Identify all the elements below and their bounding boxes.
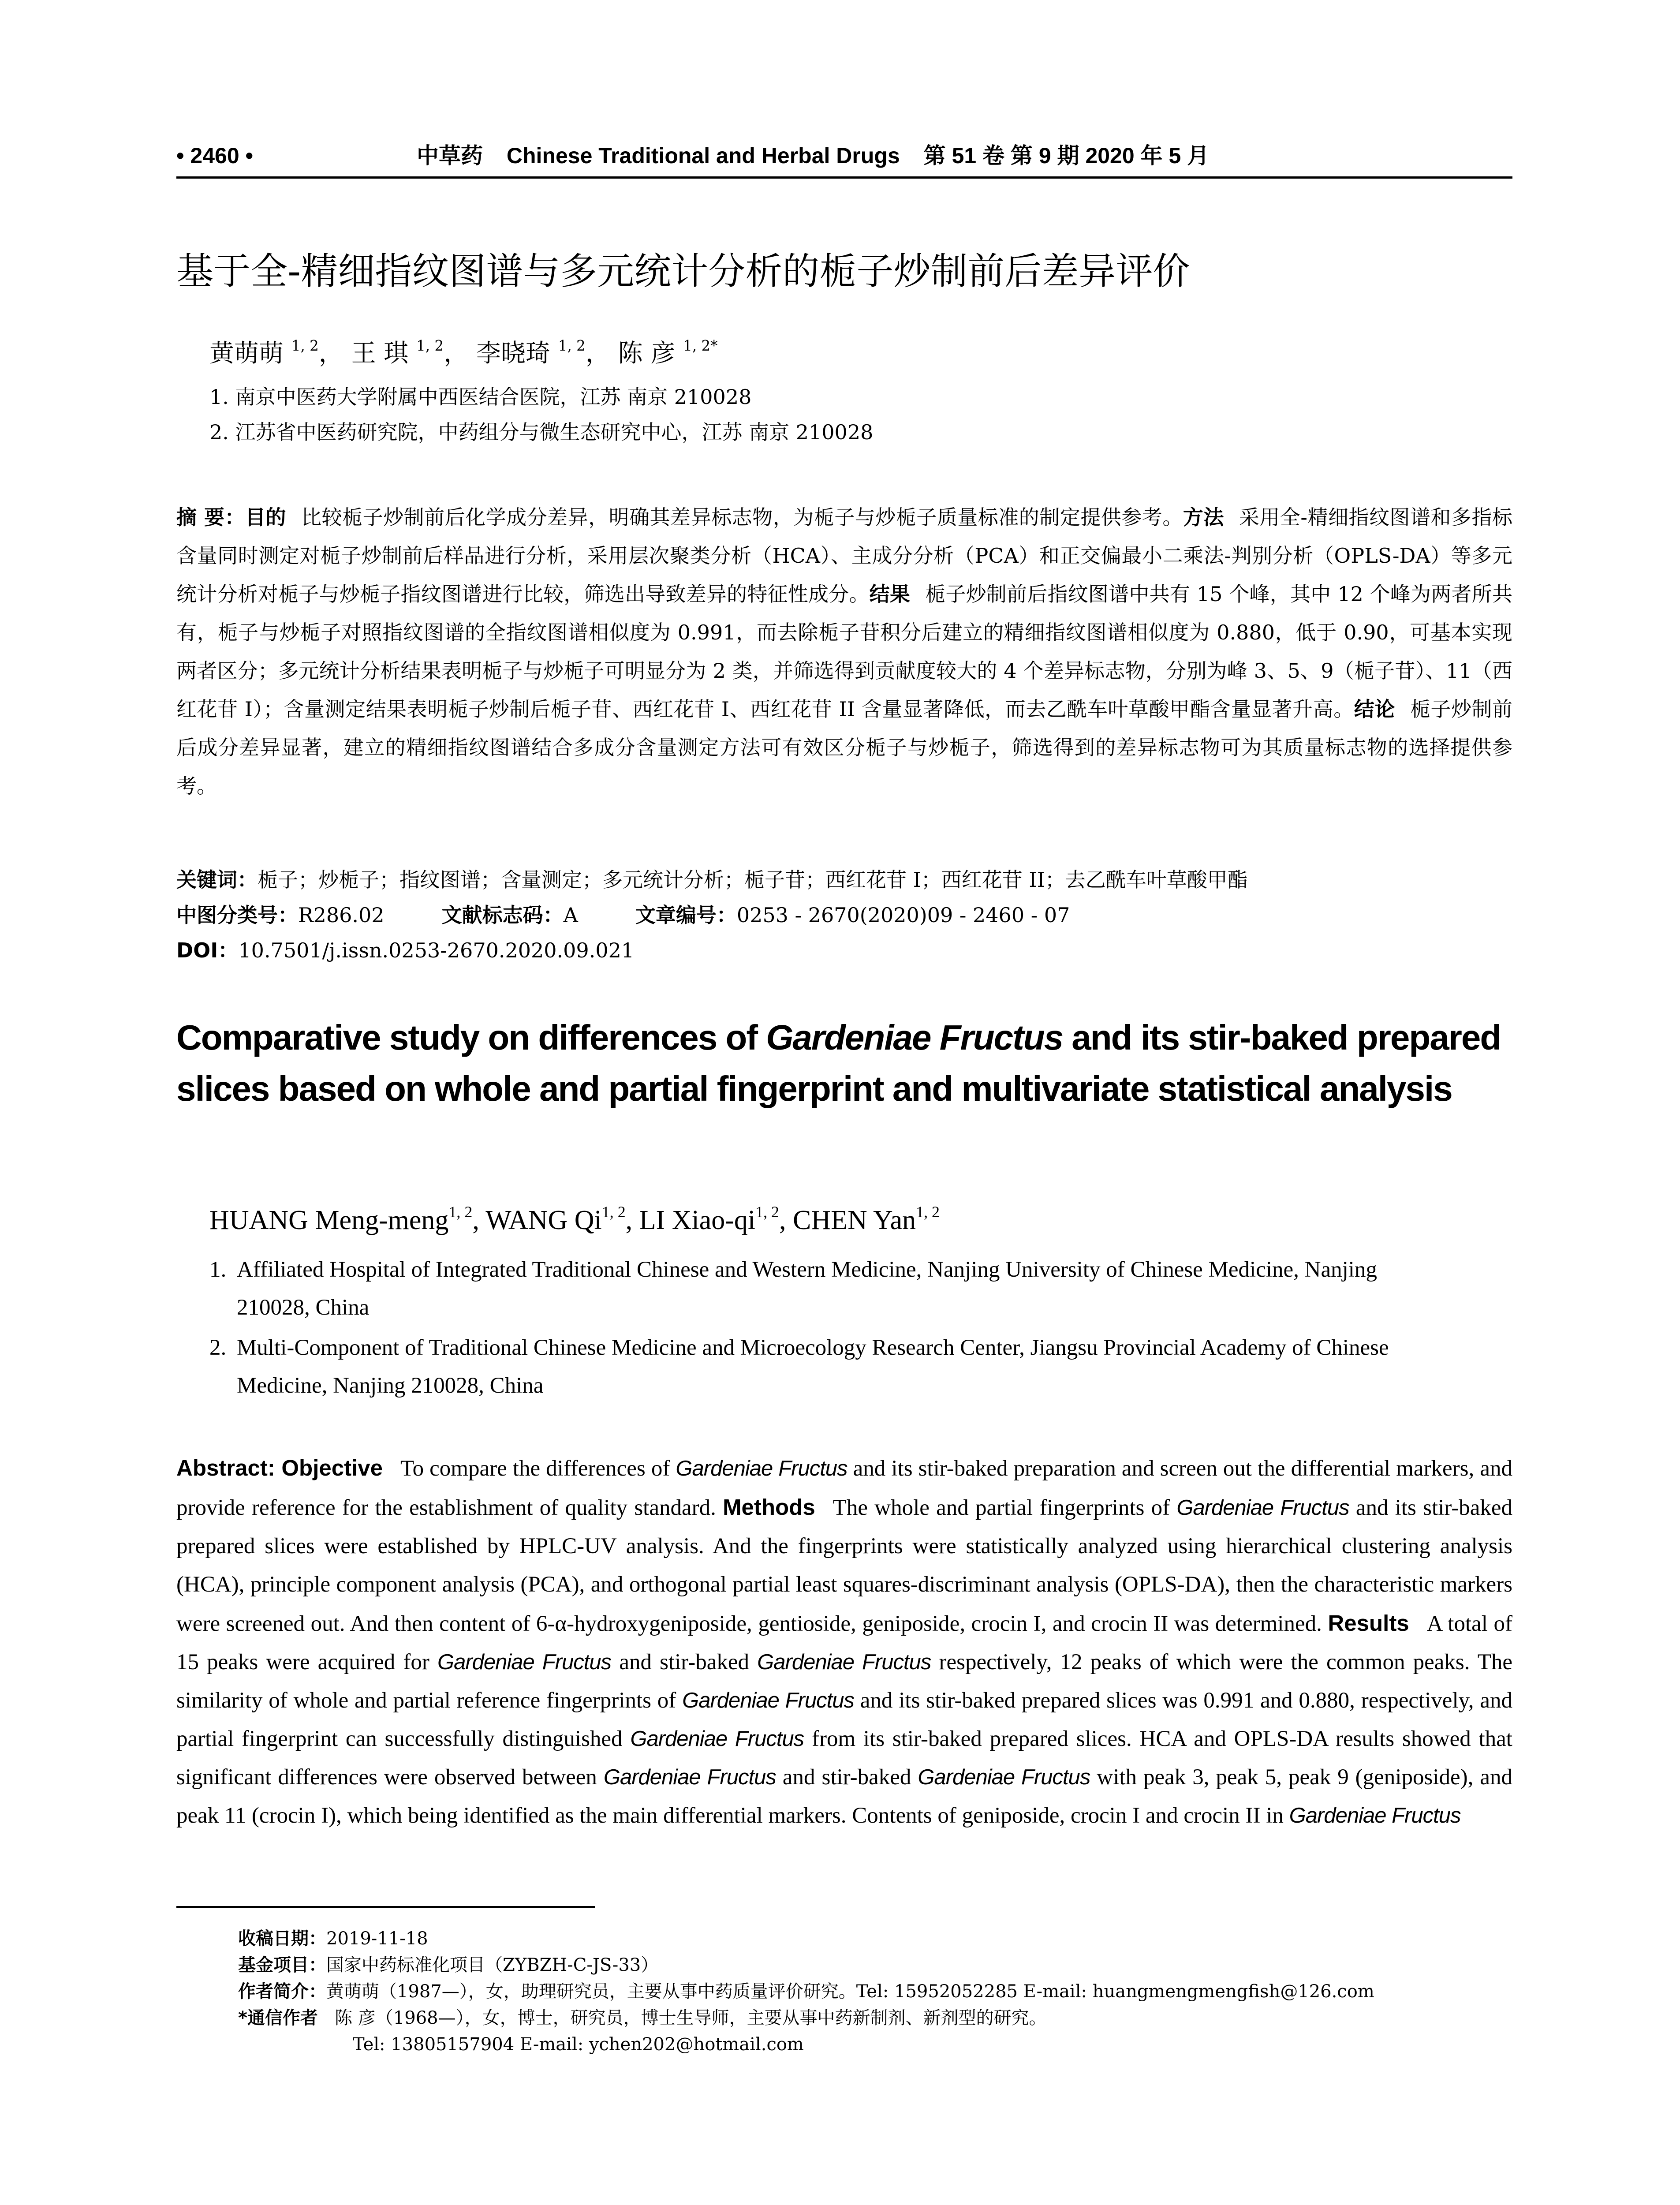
species-name: Gardeniae Fructus [682, 1689, 854, 1712]
abstract-label: 摘 要： [176, 505, 246, 529]
results-label-en: Results [1328, 1611, 1409, 1636]
clc-label: 中图分类号： [176, 903, 298, 927]
conclusion-label: 结论 [1354, 697, 1395, 721]
doi-label: DOI： [176, 938, 239, 962]
author-cn: 李晓琦 $^{1, 2}$ [476, 337, 586, 368]
species-name: Gardeniae Fructus [918, 1765, 1090, 1789]
page-number: • 2460 • [176, 143, 254, 168]
species-name: Gardeniae Fructus [757, 1650, 931, 1674]
author-list-en: HUANG Meng-meng$^{1, 2}$, WANG Qi$^{1, 2}$, LI Xiao-qi$^{1, 2}$, CHEN Yan$^{1, 2}$ [209, 1203, 940, 1235]
author-list-cn: 黄萌萌 $^{1, 2}$， 王 琪 $^{1, 2}$， 李晓琦 $^{1, 2}$， 陈 彦 $^{1, 2*}$ [209, 337, 718, 368]
abstract-run: respectively, 12 peaks of which were the common peaks. The similarity of whole and partial reference fingerprints of [176, 1650, 1512, 1713]
species-name: Gardeniae Fructus [630, 1727, 804, 1751]
doc-code-label: 文献标志码： [441, 903, 564, 927]
footnote-author: 作者简介：黄萌萌（1987—），女，助理研究员，主要从事中药质量评价研究。Tel: 15952052285 E-mail: huangmengmengfish@126.com [238, 1981, 1374, 2002]
article-number-label: 文章编号： [635, 903, 737, 927]
species-name: Gardeniae Fructus [603, 1765, 776, 1789]
article-title-en: Comparative study on differences of Gardeniae Fructus and its stir-baked prepared slices based on whole and partial fingerprint and multivariate statistical analysis [176, 1018, 1501, 1108]
running-header [176, 140, 1512, 171]
title-species-name: Gardeniae Fructus [766, 1018, 1063, 1057]
classification-line [176, 897, 1070, 933]
abstract-cn [176, 498, 1512, 805]
journal-name-en: Chinese Traditional and Herbal Drugs [506, 143, 900, 168]
author-en: CHEN Yan$^{1, 2}$ [793, 1203, 940, 1235]
author-cn: 陈 彦 $^{1, 2*}$ [618, 337, 718, 368]
objective-label-en: Objective [281, 1455, 383, 1480]
abstract-run: and stir-baked [776, 1765, 918, 1790]
species-name: Gardeniae Fructus [676, 1457, 847, 1480]
abstract-run: To compare the differences of [400, 1456, 676, 1481]
affiliation-en: 2. Multi-Component of Traditional Chinese Medicine and Microecology Research Center, Jiangsu Provincial Academy of Chinese Medicine, Nanjing 210028, China [209, 1335, 1389, 1398]
journal-name [417, 140, 1209, 171]
doc-code-value: A [563, 903, 578, 927]
abstract-run: and its stir-baked prepared slices was 0.991 and 0.880, respectively, and partial fingerprint can successfully distinguished [176, 1688, 1512, 1751]
abstract-run: from its stir-baked prepared slices. HCA and OPLS-DA results showed that significant differences were observed between [176, 1727, 1512, 1790]
footnote-received: 收稿日期：2019-11-18 [238, 1928, 428, 1949]
author-cn: 黄萌萌 $^{1, 2}$ [209, 337, 319, 368]
results-label: 结果 [869, 582, 911, 606]
keywords-line [176, 862, 1248, 897]
author-en: LI Xiao-qi$^{1, 2}$ [639, 1203, 780, 1235]
affiliation-en: 1. Affiliated Hospital of Integrated Traditional Chinese and Western Medicine, Nanjing University of Chinese Medicine, Nanjing 210028, China [209, 1257, 1377, 1320]
clc-value: R286.02 [298, 903, 385, 927]
author-en: WANG Qi$^{1, 2}$ [485, 1203, 626, 1235]
results-text-en [176, 1611, 1512, 1828]
abstract-run: A total of 15 peaks were acquired for [176, 1611, 1512, 1674]
article-title-cn: 基于全-精细指纹图谱与多元统计分析的栀子炒制前后差异评价 [176, 250, 1190, 293]
abstract-run: The whole and partial fingerprints of [833, 1495, 1177, 1520]
conclusion-text: 栀子炒制前后成分差异显著，建立的精细指纹图谱结合多成分含量测定方法可有效区分栀子与炒栀子，筛选得到的差异标志物可为其质量标志物的选择提供参考。 [176, 697, 1513, 798]
header-rule [176, 176, 1512, 179]
footnote-fund: 基金项目：国家中药标准化项目（ZYBZH-C-JS-33） [238, 1955, 659, 1975]
affiliation-cn: 2. 江苏省中医药研究院，中药组分与微生态研究中心，江苏 南京 210028 [209, 420, 874, 444]
species-name: Gardeniae Fructus [1289, 1804, 1461, 1828]
doi-value: 10.7501/j.issn.0253-2670.2020.09.021 [238, 938, 635, 962]
author-en: HUANG Meng-meng$^{1, 2}$ [209, 1203, 473, 1235]
objective-label: 目的 [245, 505, 287, 529]
author-cn: 王 琪 $^{1, 2}$ [351, 337, 444, 368]
objective-text: 比较栀子炒制前后化学成分差异，明确其差异标志物，为栀子与炒栀子质量标准的制定提供参考。 [301, 505, 1183, 529]
affiliation-cn: 1. 南京中医药大学附属中西医结合医院，江苏 南京 210028 [209, 385, 752, 409]
abstract-run: and stir-baked [611, 1650, 758, 1674]
journal-issue: 第 51 卷 第 9 期 2020 年 5 月 [923, 143, 1210, 168]
doi-line [176, 933, 634, 968]
methods-label-en: Methods [723, 1495, 815, 1520]
abstract-run: with peak 3, peak 5, peak 9 (geniposide), and peak 11 (crocin I), which being identified as the main differential markers. Contents of geniposide, crocin I and crocin II in [176, 1765, 1512, 1828]
journal-name-cn: 中草药 [417, 142, 483, 168]
footnote-rule [176, 1906, 595, 1908]
keywords-label: 关键词： [176, 868, 258, 892]
abstract-run: and its stir-baked prepared slices were established by HPLC-UV analysis. And the fingerprints were statistically analyzed using hierarchical clustering analysis (HCA), principle component analysis (PCA), and orthogonal partial least squares-discriminant analysis (OPLS-DA), then the characteristic markers were screened out. And then content of 6-α-hydroxygeniposide, gentioside, geniposide, crocin I, and crocin II was determined. [176, 1495, 1513, 1636]
abstract-label-en: Abstract: [176, 1455, 282, 1480]
footnote-corresponding-contact: Tel: 13805157904 E-mail: ychen202@hotmail.com [353, 2034, 804, 2055]
results-text: 栀子炒制前后指纹图谱中共有 15 个峰，其中 12 个峰为两者所共有，栀子与炒栀子对照指纹图谱的全指纹图谱相似度为 0.991，而去除栀子苷积分后建立的精细指纹图谱相似度为 0.880，低于 0.90，可基本实现两者区分；多元统计分析结果表明栀子与炒栀子可明显分为 2 类，并筛选得到贡献度较大的 4 个差异标志物，分别为峰 3、5、9（栀子苷）、11（西红花苷 I）；含量测定结果表明栀子炒制后栀子苷、西红花苷 I、西红花苷 II 含量显著降低，而去乙酰车叶草酸甲酯含量显著升高。 [176, 582, 1512, 721]
keywords-text: 栀子；炒栀子；指纹图谱；含量测定；多元统计分析；栀子苷；西红花苷 I；西红花苷 II；去乙酰车叶草酸甲酯 [258, 868, 1248, 892]
footnote-corresponding: *通信作者 陈 彦（1968—），女，博士，研究员，博士生导师，主要从事中药新制剂、新剂型的研究。 [238, 2008, 1047, 2028]
species-name: Gardeniae Fructus [437, 1650, 612, 1674]
methods-text: 采用全-精细指纹图谱和多指标含量同时测定对栀子炒制前后样品进行分析，采用层次聚类分析（HCA）、主成分分析（PCA）和正交偏最小二乘法-判别分析（OPLS-DA）等多元统计分析对栀子与炒栀子指纹图谱进行比较，筛选出导致差异的特征性成分。 [176, 505, 1513, 606]
article-number-value: 0253 - 2670(2020)09 - 2460 - 07 [736, 903, 1070, 927]
species-name: Gardeniae Fructus [1176, 1496, 1349, 1520]
abstract-en [176, 1449, 1512, 1835]
abstract-run: and its stir-baked preparation and screen out the differential markers, and provide reference for the establishment of quality standard. [176, 1456, 1512, 1520]
methods-label: 方法 [1183, 505, 1224, 529]
